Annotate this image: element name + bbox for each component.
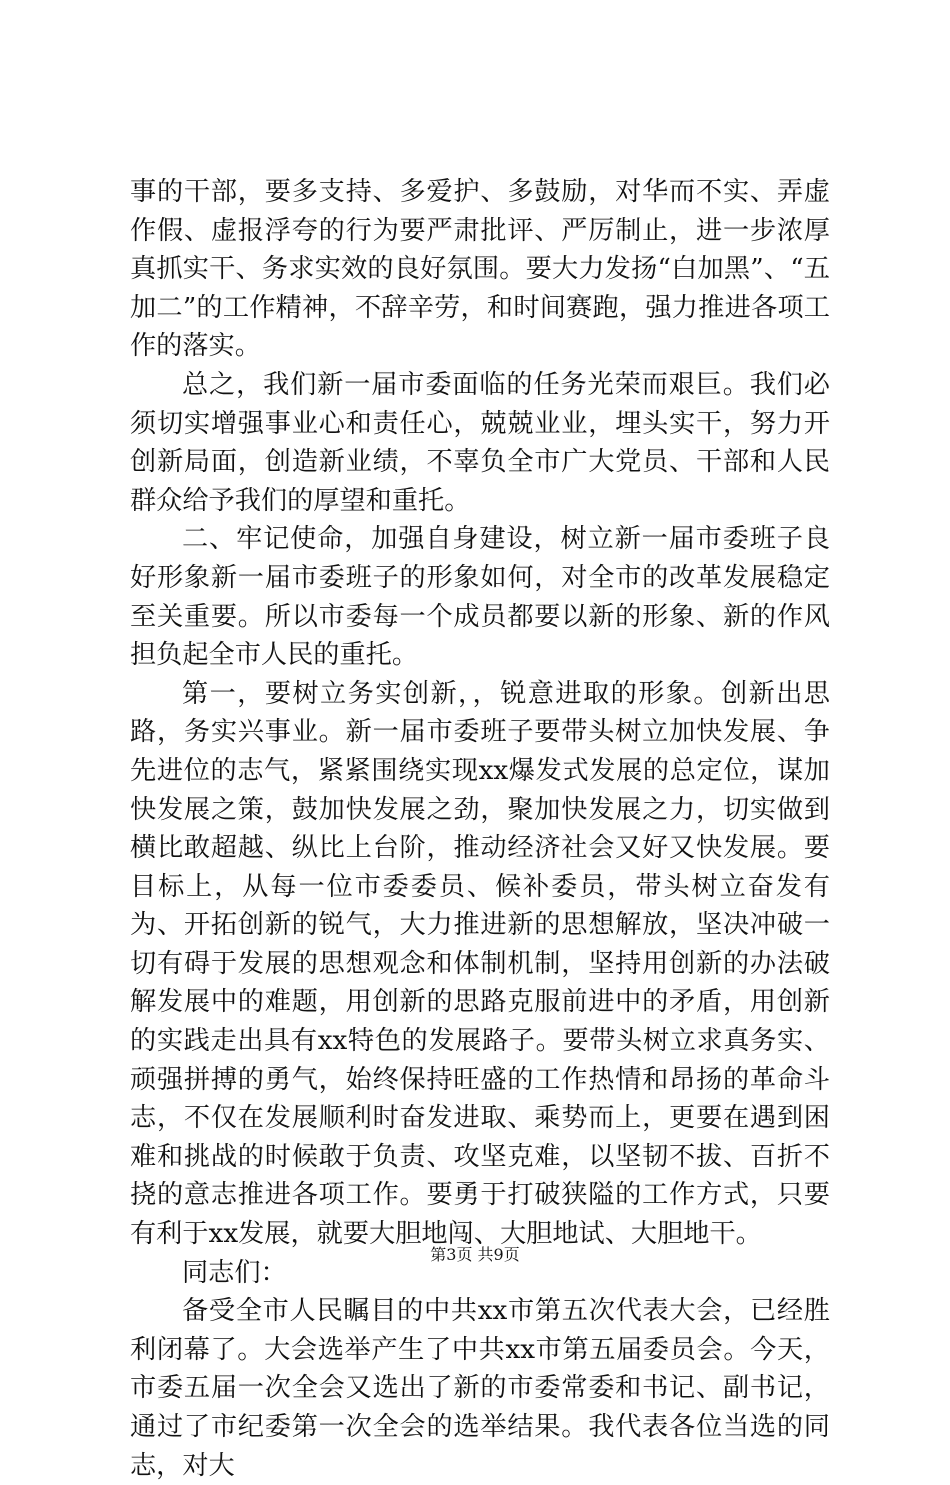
paragraph-5: 同志们： [182, 1257, 287, 1288]
paragraph-1: 事的干部，要多支持、多爱护、多鼓励，对华而不实、弄虚作假、虚报浮夸的行为要严肃批评、严厉制止，进一步浓厚真抓实干、务求实效的良好氛围。要大力发扬“白加黑”、“五加二”的工作精神，不辞辛劳，和时间赛跑，强力推进各项工作的落实。 [130, 177, 830, 362]
paragraph-4: 第一，要树立务实创新，，锐意进取的形象。创新出思路，务实兴事业。新一届市委班子要带头树立加快发展、争先进位的志气，紧紧围绕实现xx爆发式发展的总定位，谋加快发展之策，鼓加快发展之劲，聚加快发展之力，切实做到横比敢超越、纵比上台阶，推动经济社会又好又快发展。要目标上，从每一位市委委员、候补委员，带头树立奋发有为、开拓创新的锐气，大力推进新的思想解放，坚决冲破一切有碍于发展的思想观念和体制机制，坚持用创新的办法破解发展中的难题，用创新的思路克服前进中的矛盾，用创新的实践走出具有xx特色的发展路子。要带头树立求真务实、顽强拼搏的勇气，始终保持旺盛的工作热情和昂扬的革命斗志，不仅在发展顺利时奋发进取、乘势而上，更要在遇到困难和挑战的时候敢于负责、攻坚克难，以坚韧不拔、百折不挠的意志推进各项工作。要勇于打破狭隘的工作方式，只要有利于xx发展，就要大胆地闯、大胆地试、大胆地干。 [130, 678, 830, 1250]
paragraph-6: 备受全市人民瞩目的中共xx市第五次代表大会，已经胜利闭幕了。大会选举产生了中共xx市第五届委员会。今天，市委五届一次全会又选出了新的市委常委和书记、副书记，通过了市纪委第一次全会的选举结果。我代表各位当选的同志，对大 [130, 1296, 830, 1481]
paragraph-2: 总之，我们新一届市委面临的任务光荣而艰巨。我们必须切实增强事业心和责任心，兢兢业业，埋头实干，努力开创新局面，创造新业绩，不辜负全市广大党员、干部和人民群众给予我们的厚望和重托。 [130, 369, 830, 516]
paragraph-3: 二、牢记使命，加强自身建设，树立新一届市委班子良好形象新一届市委班子的形象如何，对全市的改革发展稳定至关重要。所以市委每一个成员都要以新的形象、新的作风担负起全市人民的重托。 [130, 524, 830, 671]
document-body [130, 173, 830, 1485]
page-number-footer: 第3页 共9页 [430, 1245, 520, 1264]
